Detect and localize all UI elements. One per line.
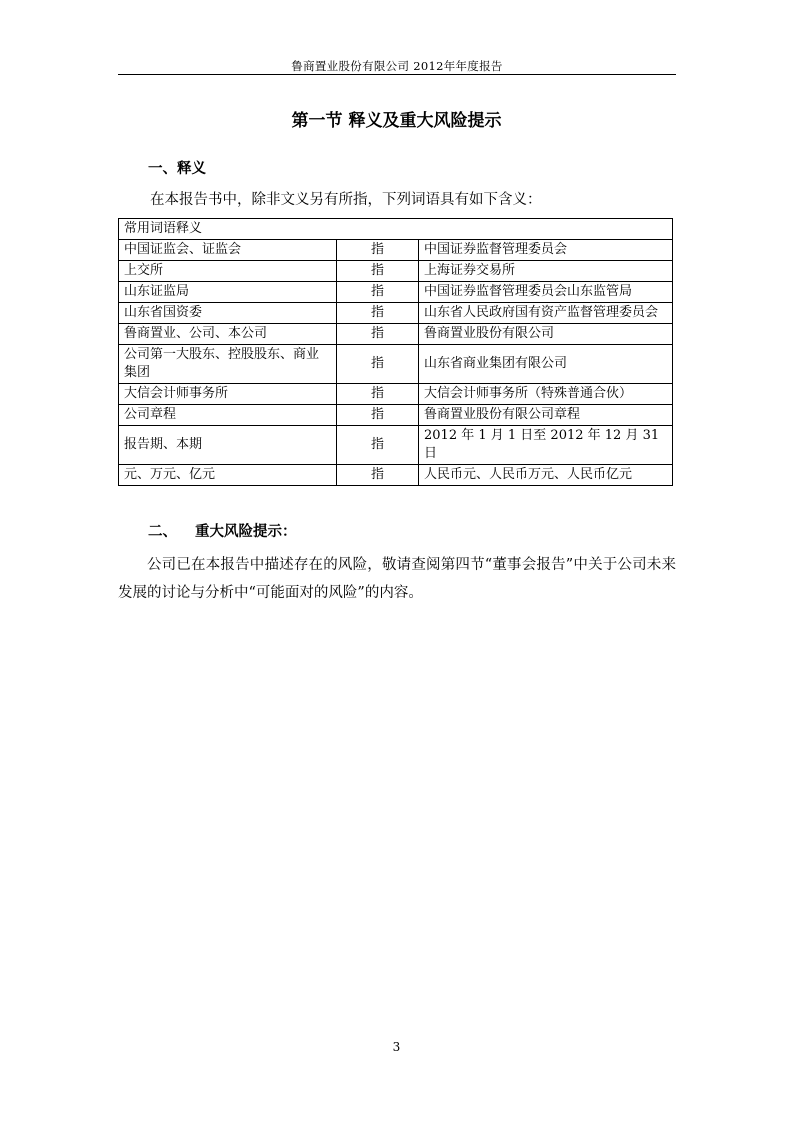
ref-cell: 指 xyxy=(337,426,419,465)
table-row xyxy=(119,240,673,261)
meaning-cell: 人民币元、人民币万元、人民币亿元 xyxy=(419,465,673,486)
meaning-cell: 中国证券监督管理委员会山东监管局 xyxy=(419,282,673,303)
ref-cell: 指 xyxy=(337,282,419,303)
meaning-cell: 山东省商业集团有限公司 xyxy=(419,345,673,384)
meaning-cell: 鲁商置业股份有限公司章程 xyxy=(419,405,673,426)
term-cell: 大信会计师事务所 xyxy=(119,384,337,405)
meaning-cell: 鲁商置业股份有限公司 xyxy=(419,324,673,345)
risk-paragraph: 公司已在本报告中描述存在的风险，敬请查阅第四节“董事会报告”中关于公司未来发展的讨论与分析中“可能面对的风险”的内容。 xyxy=(118,557,676,601)
definitions-intro: 在本报告书中，除非文义另有所指，下列词语具有如下含义： xyxy=(150,192,542,208)
term-cell: 公司第一大股东、控股股东、商业集团 xyxy=(119,345,337,384)
term-cell: 山东省国资委 xyxy=(119,303,337,324)
term-cell: 公司章程 xyxy=(119,405,337,426)
meaning-cell: 中国证券监督管理委员会 xyxy=(419,240,673,261)
ref-cell: 指 xyxy=(337,240,419,261)
risk-heading-number: 二、 xyxy=(148,524,177,540)
table-title: 常用词语释义 xyxy=(119,219,673,240)
table-row xyxy=(119,405,673,426)
ref-cell: 指 xyxy=(337,384,419,405)
page-number: 3 xyxy=(392,1040,401,1054)
table-title-row xyxy=(119,219,673,240)
table-row xyxy=(119,465,673,486)
term-cell: 报告期、本期 xyxy=(119,426,337,465)
definitions-table xyxy=(118,218,673,486)
table-row xyxy=(119,384,673,405)
ref-cell: 指 xyxy=(337,465,419,486)
ref-cell: 指 xyxy=(337,303,419,324)
table-row xyxy=(119,426,673,465)
table-row xyxy=(119,324,673,345)
table-row xyxy=(119,282,673,303)
table-row xyxy=(119,345,673,384)
ref-cell: 指 xyxy=(337,324,419,345)
meaning-cell: 2012 年 1 月 1 日至 2012 年 12 月 31 日 xyxy=(419,426,673,465)
term-cell: 鲁商置业、公司、本公司 xyxy=(119,324,337,345)
ref-cell: 指 xyxy=(337,405,419,426)
table-row xyxy=(119,303,673,324)
risk-heading xyxy=(148,520,297,541)
term-cell: 中国证监会、证监会 xyxy=(119,240,337,261)
risk-heading-text: 重大风险提示： xyxy=(195,524,297,540)
meaning-cell: 山东省人民政府国有资产监督管理委员会 xyxy=(419,303,673,324)
section-title: 第一节 释义及重大风险提示 xyxy=(291,111,502,131)
ref-cell: 指 xyxy=(337,345,419,384)
running-header: 鲁商置业股份有限公司 2012年年度报告 xyxy=(291,59,503,73)
table-row xyxy=(119,261,673,282)
ref-cell: 指 xyxy=(337,261,419,282)
term-cell: 山东证监局 xyxy=(119,282,337,303)
meaning-cell: 上海证券交易所 xyxy=(419,261,673,282)
header-rule xyxy=(118,74,676,75)
term-cell: 元、万元、亿元 xyxy=(119,465,337,486)
definitions-heading: 一、释义 xyxy=(148,161,206,177)
term-cell: 上交所 xyxy=(119,261,337,282)
meaning-cell: 大信会计师事务所（特殊普通合伙） xyxy=(419,384,673,405)
